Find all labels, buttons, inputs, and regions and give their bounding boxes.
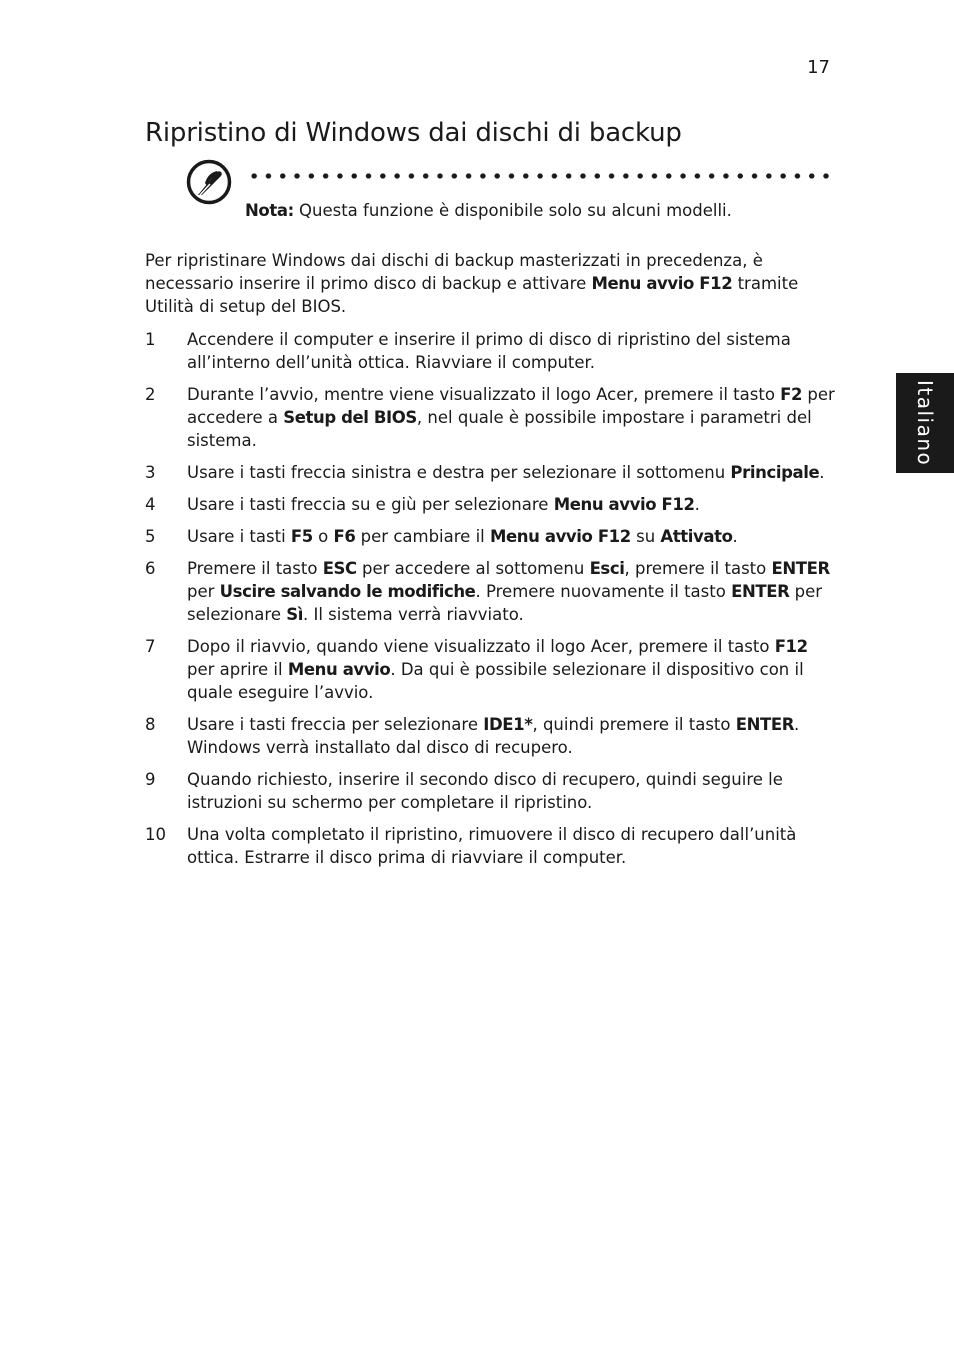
text-run: Quando richiesto, inserire il secondo disco di recupero, quindi seguire le istruzioni su schermo per completare il ripristino. (187, 770, 783, 812)
text-run: Usare i tasti freccia per selezionare (187, 715, 484, 734)
note-pen-icon (186, 159, 232, 205)
step-number: 9 (145, 770, 156, 789)
step-item (145, 768, 835, 814)
text-run: Usare i tasti freccia su e giù per selezionare (187, 495, 554, 514)
text-run: o (312, 527, 334, 546)
bold-term: Uscire salvando le modifiche (219, 582, 476, 601)
note-body: Questa funzione è disponibile solo su alcuni modelli. (293, 201, 732, 220)
language-tab (896, 373, 954, 473)
section-title: Ripristino di Windows dai dischi di backup (145, 118, 682, 148)
step-number: 1 (145, 330, 156, 349)
text-run: Per ripristinare Windows dai dischi di backup masterizzati in precedenza, è necessario inserire il primo disco di backup e attivare (145, 251, 763, 293)
text-run: per accedere a (187, 385, 835, 427)
bold-term: Menu avvio F12 (489, 527, 631, 546)
text-run: , nel quale è possibile impostare i parametri del sistema. (187, 408, 812, 450)
bold-term: Setup del BIOS (283, 408, 417, 427)
step-text (187, 823, 835, 869)
step-number: 8 (145, 715, 156, 734)
step-number: 4 (145, 495, 156, 514)
step-item (145, 525, 835, 548)
bold-term: F6 (333, 527, 356, 546)
bold-term: F12 (774, 637, 808, 656)
text-run: , premere il tasto (624, 559, 772, 578)
note-divider (247, 173, 831, 179)
text-run: , quindi premere il tasto (532, 715, 736, 734)
language-tab-label: Italiano (913, 379, 937, 467)
step-item (145, 493, 835, 516)
text-run: Durante l’avvio, mentre viene visualizzato il logo Acer, premere il tasto (187, 385, 781, 404)
step-item (145, 328, 835, 374)
text-run: per aprire il (187, 660, 288, 679)
text-run: su (630, 527, 661, 546)
bold-term: Menu avvio F12 (553, 495, 695, 514)
text-run: Usare i tasti (187, 527, 291, 546)
step-text (187, 713, 835, 759)
bold-term: F2 (780, 385, 803, 404)
step-item (145, 461, 835, 484)
step-number: 7 (145, 637, 156, 656)
step-number: 5 (145, 527, 156, 546)
bold-term: Sì (286, 605, 303, 624)
text-run: . Da qui è possibile selezionare il dispositivo con il quale eseguire l’avvio. (187, 660, 804, 702)
text-run: . (694, 495, 700, 514)
text-run: per (187, 582, 220, 601)
step-text (187, 461, 835, 484)
bold-term: Esci (589, 559, 625, 578)
steps-list (145, 328, 835, 878)
step-number: 10 (145, 825, 166, 844)
step-text (187, 768, 835, 814)
text-run: . (732, 527, 738, 546)
bold-term: Attivato (660, 527, 733, 546)
bold-term: Menu avvio (287, 660, 391, 679)
bold-term: F5 (290, 527, 313, 546)
bold-term: ENTER (771, 559, 830, 578)
text-run: Premere il tasto (187, 559, 323, 578)
step-item (145, 823, 835, 869)
text-run: Una volta completato il ripristino, rimuovere il disco di recupero dall’unità ottica. Estrarre il disco prima di riavviare il computer. (187, 825, 797, 867)
text-run: . Il sistema verrà riavviato. (302, 605, 524, 624)
text-run: . Windows verrà installato dal disco di recupero. (187, 715, 800, 757)
step-number: 6 (145, 559, 156, 578)
text-run: per cambiare il (355, 527, 490, 546)
note (245, 199, 732, 222)
page-number: 17 (807, 57, 830, 78)
bold-term: Principale (730, 463, 820, 482)
step-item (145, 557, 835, 626)
step-item (145, 383, 835, 452)
step-text (187, 383, 835, 452)
text-run: Accendere il computer e inserire il primo di disco di ripristino del sistema all’interno dell’unità ottica. Riavviare il computer. (187, 330, 791, 372)
step-item (145, 713, 835, 759)
step-text (187, 525, 835, 548)
note-label: Nota: (245, 201, 294, 220)
bold-term: ESC (322, 559, 357, 578)
step-text (187, 557, 835, 626)
bold-term: ENTER (735, 715, 795, 734)
step-number: 3 (145, 463, 156, 482)
text-run: tramite Utilità di setup del BIOS. (145, 274, 799, 316)
bold-term: IDE1* (483, 715, 533, 734)
text-run: Usare i tasti freccia sinistra e destra per selezionare il sottomenu (187, 463, 731, 482)
text-run: . (819, 463, 825, 482)
bold-term: Menu avvio F12 (591, 274, 733, 293)
step-text (187, 493, 835, 516)
text-run: per accedere al sottomenu (356, 559, 590, 578)
step-item (145, 635, 835, 704)
text-run: Dopo il riavvio, quando viene visualizzato il logo Acer, premere il tasto (187, 637, 775, 656)
text-run: . Premere nuovamente il tasto (475, 582, 732, 601)
text-run: per selezionare (187, 582, 823, 624)
step-number: 2 (145, 385, 156, 404)
intro-paragraph (145, 249, 835, 318)
step-text (187, 328, 835, 374)
bold-term: ENTER (731, 582, 790, 601)
step-text (187, 635, 835, 704)
